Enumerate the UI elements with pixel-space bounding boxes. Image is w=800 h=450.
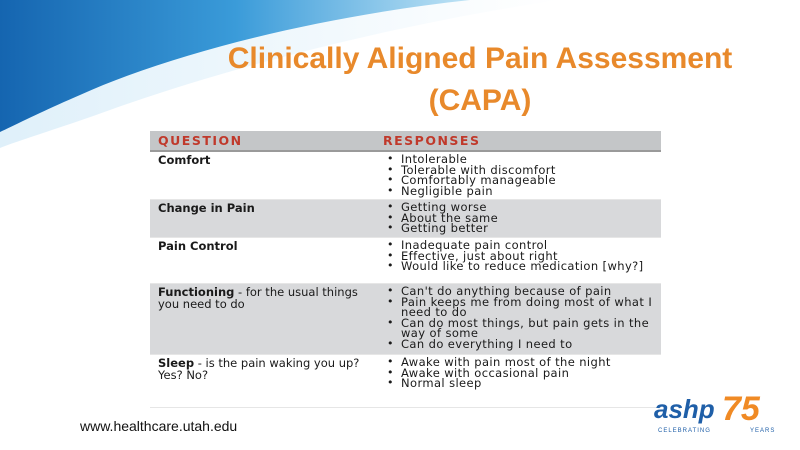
- question-detail: - for the usual things you need to do: [158, 285, 358, 311]
- logo-number: 75: [722, 390, 760, 428]
- question-detail: - is the pain waking you up? Yes? No?: [158, 356, 360, 382]
- ashp-logo: [650, 388, 790, 438]
- response-list: [383, 238, 661, 275]
- response-item: • Tolerable with discomfort: [383, 165, 661, 176]
- table-row-comfort: [150, 152, 661, 200]
- table-header: [150, 131, 661, 152]
- footer-url: www.healthcare.utah.edu: [80, 418, 238, 434]
- response-item: • Can't do anything because of pain: [383, 286, 661, 297]
- response-item: • Pain keeps me from doing most of what I need to do: [383, 297, 661, 318]
- response-list: [383, 284, 661, 352]
- capa-table: [150, 131, 661, 408]
- response-item: • Intolerable: [383, 154, 661, 165]
- response-item: • Inadequate pain control: [383, 240, 661, 251]
- table-row-sleep: [150, 355, 661, 408]
- response-item: • Getting worse: [383, 202, 661, 213]
- table-row-change-in-pain: [150, 200, 661, 238]
- question-label: Pain Control: [158, 239, 238, 253]
- response-item: • Would like to reduce medication [why?]: [383, 261, 661, 272]
- logo-tagline-years: YEARS: [750, 428, 776, 434]
- question-label: Change in Pain: [158, 201, 255, 215]
- question-label: Comfort: [158, 153, 211, 167]
- response-list: [383, 152, 661, 199]
- header-responses: RESPONSES: [383, 133, 481, 148]
- table-row-functioning: [150, 284, 661, 355]
- response-item: • Can do everything I need to: [383, 339, 661, 350]
- response-item: • Negligible pain: [383, 186, 661, 197]
- title-line-1: Clinically Aligned Pain Assessment: [227, 42, 733, 75]
- response-item: • Awake with pain most of the night: [383, 357, 661, 368]
- response-item: • About the same: [383, 213, 661, 224]
- question-label: Functioning: [158, 285, 235, 299]
- response-item: • Comfortably manageable: [383, 175, 661, 186]
- response-item: • Can do most things, but pain gets in the way of some: [383, 318, 661, 339]
- response-list: [383, 355, 661, 392]
- response-item: • Normal sleep: [383, 378, 661, 389]
- title-line-2: (CAPA): [428, 84, 532, 117]
- logo-tagline: CELEBRATING: [658, 428, 711, 434]
- response-item: • Getting better: [383, 223, 661, 234]
- table-row-pain-control: [150, 238, 661, 284]
- response-list: [383, 200, 661, 237]
- logo-word: ashp: [654, 394, 715, 424]
- question-label: Sleep: [158, 356, 195, 370]
- response-item: • Awake with occasional pain: [383, 368, 661, 379]
- slide-title: [200, 38, 760, 122]
- header-question: QUESTION: [158, 133, 243, 148]
- response-item: • Effective, just about right: [383, 251, 661, 262]
